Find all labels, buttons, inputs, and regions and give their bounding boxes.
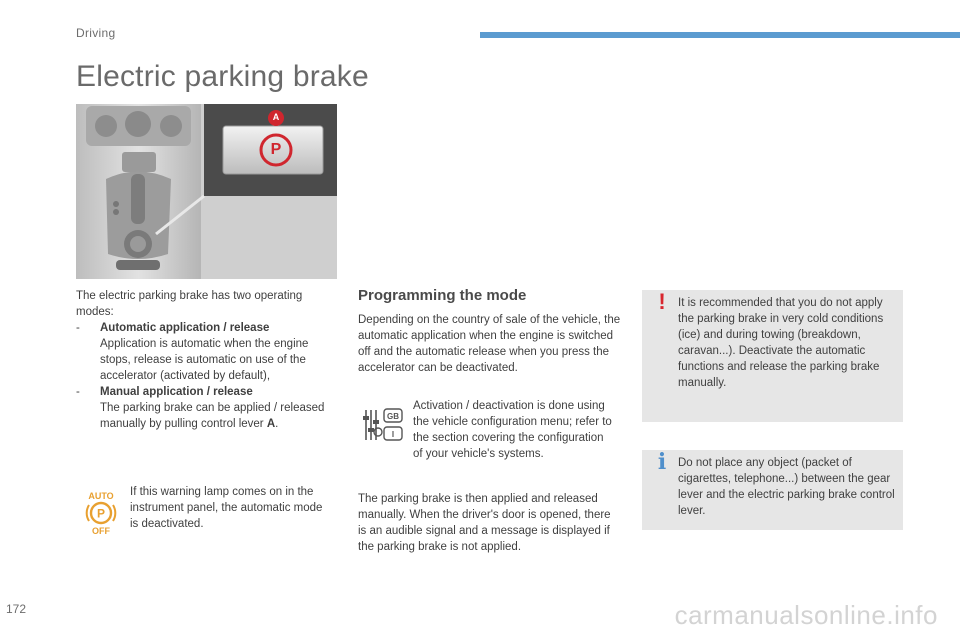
intro-text: The electric parking brake has two operating modes: xyxy=(76,290,303,318)
console-illustration xyxy=(76,104,337,279)
mode-manual-end: . xyxy=(275,418,279,430)
parking-brake-photo xyxy=(76,104,337,279)
callout-a-label: A xyxy=(272,112,280,122)
config-badge-bottom: I xyxy=(391,430,395,439)
auto-icon-symbol: P xyxy=(96,506,106,521)
watermark: carmanualsonline.info xyxy=(674,600,938,630)
lever-reference: A xyxy=(266,418,276,430)
vehicle-configuration-icon xyxy=(360,406,406,444)
section-accent-bar xyxy=(480,32,960,38)
warning-lamp-text: If this warning lamp comes on in the instrument panel, the automatic mode is deactivated. xyxy=(130,486,323,530)
auto-icon-bottom: OFF xyxy=(92,526,110,536)
info-icon: i xyxy=(657,449,667,475)
exclamation-icon: ! xyxy=(658,289,666,314)
page-title: Electric parking brake xyxy=(76,60,369,93)
list-dash: - xyxy=(76,322,80,334)
mode-automatic-title: Automatic application / release xyxy=(100,322,270,334)
programming-heading: Programming the mode xyxy=(358,287,527,304)
auto-icon-top: AUTO xyxy=(88,491,114,501)
p-switch-symbol: P xyxy=(270,141,282,158)
programming-paragraph-2: The parking brake is then applied and released manually. When the driver's door is opened, there is an audible signal and a message is displayed if the parking brake is not applied. xyxy=(358,493,611,553)
config-text: Activation / deactivation is done using the vehicle configuration menu; refer to the section covering the configuration of your vehicle's systems. xyxy=(413,400,612,460)
intro-column xyxy=(76,288,338,432)
config-badge-top: GB xyxy=(387,412,399,421)
warning-note-text: It is recommended that you do not apply the parking brake in very cold conditions (ice) and during towing (breakdown, caravan...). Deactivate the automatic functions and release the parking brake manually. xyxy=(678,297,884,389)
mode-manual-title: Manual application / release xyxy=(100,386,253,398)
programming-section xyxy=(358,288,622,376)
programming-paragraph-1: Depending on the country of sale of the vehicle, the automatic application when the engine is switched off and the automatic release when you press the accelerator can be deactivated. xyxy=(358,314,621,374)
mode-manual-body-wrap xyxy=(100,400,338,432)
info-note xyxy=(642,450,903,530)
info-note-text: Do not place any object (packet of cigarettes, telephone...) between the gear lever and the electric parking brake control lever. xyxy=(678,457,895,517)
mode-automatic-body: Application is automatic when the engine stops, release is automatic on use of the accelerator (activated by default), xyxy=(100,338,309,382)
warning-note xyxy=(642,290,903,422)
page-number: 172 xyxy=(6,602,27,616)
section-label: Driving xyxy=(76,26,116,40)
mode-automatic xyxy=(76,320,338,384)
mode-manual xyxy=(76,384,338,432)
list-dash: - xyxy=(76,386,80,398)
auto-p-off-warning-icon xyxy=(81,490,121,536)
mode-manual-body: The parking brake can be applied / released manually by pulling control lever xyxy=(100,402,325,430)
